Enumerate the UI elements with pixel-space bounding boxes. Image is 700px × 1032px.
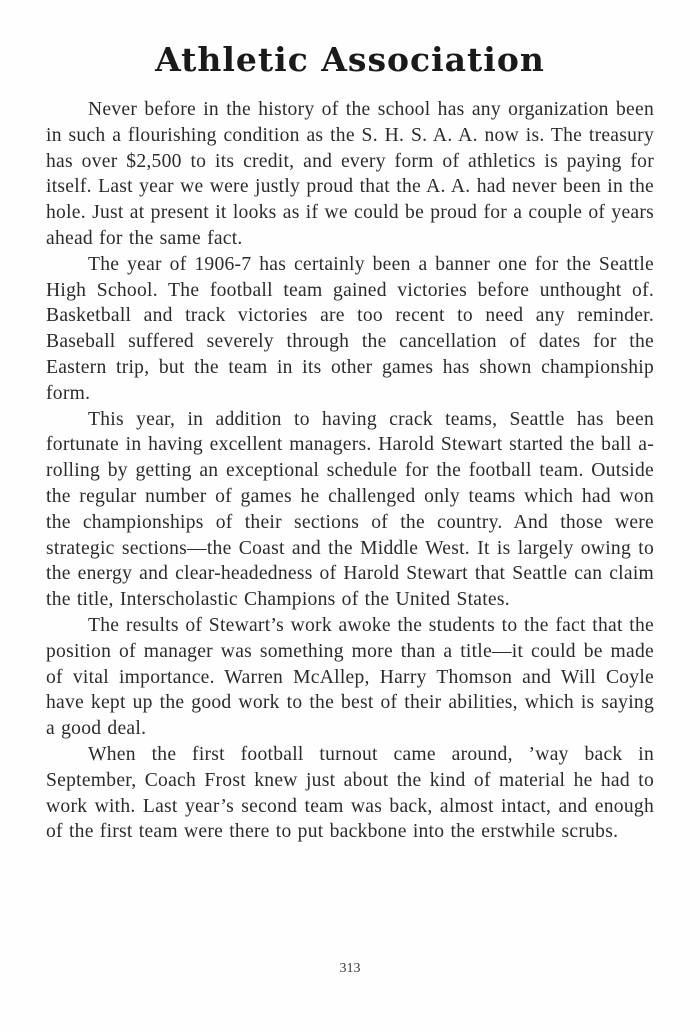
article-body xyxy=(46,97,654,845)
page-title: Athletic Association xyxy=(155,40,545,79)
page-number: 313 xyxy=(339,961,361,976)
paragraph: Never before in the history of the school has any organization been in such a flourishing condition as the S. H. S. A. A. now is. The treasury has over $2,500 to its credit, and every form of athletics is paying for itself. Last year we were justly proud that the A. A. had never been in the hole. Just at present it looks as if we could be proud for a couple of years ahead for the same fact. xyxy=(46,99,654,249)
paragraph: The results of Stewart’s work awoke the students to the fact that the position of manager was something more than a title—it could be made of vital importance. Warren McAllep, Harry Thomson and Will Coyle have kept up the good work to the best of their abilities, which is saying a good deal. xyxy=(46,614,654,740)
paragraph: The year of 1906-7 has certainly been a banner one for the Seattle High School. The football team gained victories before unthought of. Basketball and track victories are too recent to need any reminder. Baseball suffered severely through the cancellation of dates for the Eastern trip, but the team in its other games has shown championship form. xyxy=(46,253,654,404)
paragraph: When the first football turnout came around, ’way back in September, Coach Frost knew just about the kind of material he had to work with. Last year’s second team was back, almost intact, and enough of the first team were there to put backbone into the erstwhile scrubs. xyxy=(46,743,654,843)
paragraph: This year, in addition to having crack teams, Seattle has been fortunate in having excellent managers. Harold Stewart started the ball a-rolling by getting an exceptional schedule for the football team. Outside the regular number of games he challenged only teams which had won the championships of their sections of the country. And those were strategic sections—the Coast and the Middle West. It is largely owing to the energy and clear-headedness of Harold Stewart that Seattle can claim the title, Interscholastic Champions of the United States. xyxy=(46,408,654,611)
